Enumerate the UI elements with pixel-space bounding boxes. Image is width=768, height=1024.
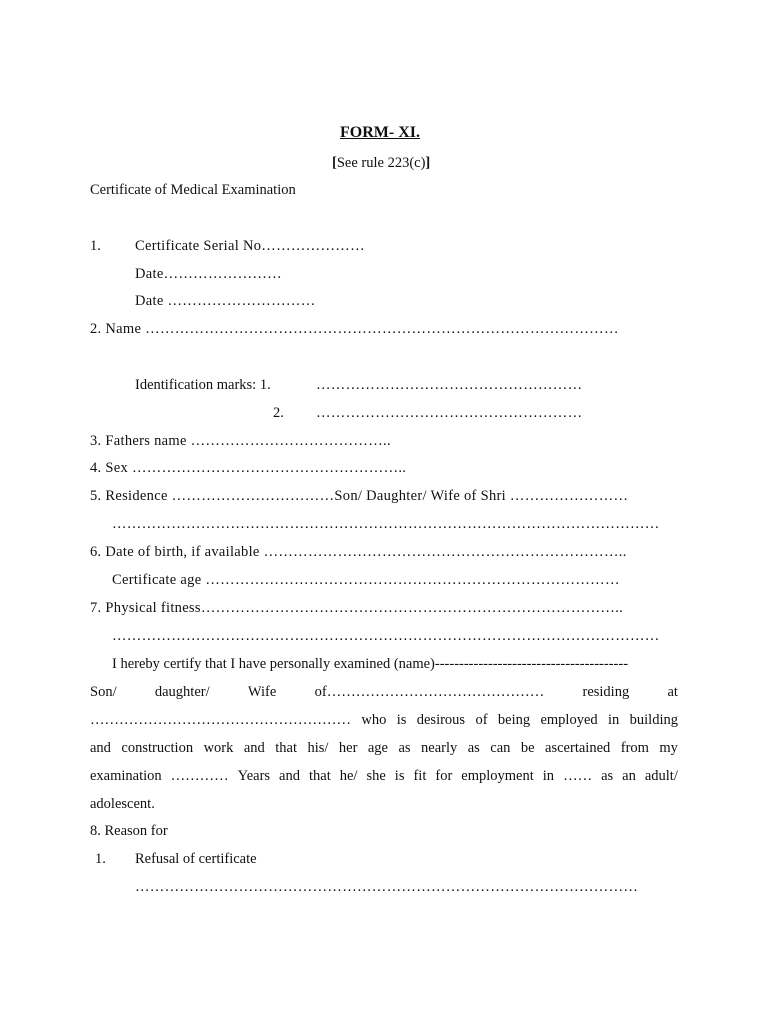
reason-for-label: 8. Reason for bbox=[90, 823, 168, 839]
certify-word: fit bbox=[413, 768, 427, 784]
certificate-serial-field[interactable]: Certificate Serial No………………… bbox=[135, 238, 365, 254]
certify-word: residing bbox=[582, 684, 630, 700]
certify-word: her bbox=[338, 740, 358, 756]
certify-word: employment bbox=[461, 768, 534, 784]
physical-fitness-continuation-field[interactable]: ………………………………………………………………………………………………… bbox=[112, 628, 660, 644]
certify-word: as bbox=[601, 768, 614, 784]
certify-word: that bbox=[308, 768, 331, 784]
refusal-reason-field[interactable]: ………………………………………………………………………………………… bbox=[135, 879, 639, 895]
certify-word: is bbox=[394, 768, 405, 784]
certify-word: from bbox=[620, 740, 649, 756]
rule-bracket-close: ] bbox=[425, 155, 431, 171]
certify-word: and bbox=[90, 740, 111, 756]
refusal-number: 1. bbox=[95, 851, 106, 867]
certify-word: in bbox=[542, 768, 555, 784]
form-heading: Certificate of Medical Examination bbox=[90, 182, 296, 198]
date-field-2[interactable]: Date ………………………… bbox=[135, 293, 316, 309]
certify-word: ascertained bbox=[545, 740, 611, 756]
fathers-name-field[interactable]: 3. Fathers name ………………………………….. bbox=[90, 433, 391, 449]
date-field-1[interactable]: Date…………………… bbox=[135, 266, 282, 282]
certify-line-6: adolescent. bbox=[90, 796, 155, 812]
identification-mark-2-number: 2. bbox=[273, 405, 284, 421]
certify-word: age bbox=[367, 740, 388, 756]
certify-word: ………… bbox=[170, 768, 229, 784]
certify-word: ……………………………………………… bbox=[90, 712, 351, 728]
rule-reference bbox=[332, 154, 430, 172]
certify-word: can bbox=[490, 740, 511, 756]
certify-word: she bbox=[366, 768, 386, 784]
certify-word: daughter/ bbox=[154, 684, 210, 700]
certify-word: examination bbox=[90, 768, 162, 784]
certify-word: of……………………………………… bbox=[314, 684, 545, 700]
certify-word: desirous bbox=[416, 712, 466, 728]
certify-line-3 bbox=[90, 711, 678, 729]
form-title: FORM- XI. bbox=[340, 124, 420, 141]
certify-word: his/ bbox=[307, 740, 329, 756]
certify-word: being bbox=[497, 712, 531, 728]
certify-word: adult/ bbox=[644, 768, 678, 784]
certify-word: work bbox=[203, 740, 234, 756]
date-of-birth-field[interactable]: 6. Date of birth, if available ……………………………………………………………….. bbox=[90, 544, 627, 560]
certify-word: for bbox=[435, 768, 453, 784]
certify-word: as bbox=[398, 740, 411, 756]
certify-line-5 bbox=[90, 767, 678, 785]
name-field[interactable]: 2. Name …………………………………………………………………………………… bbox=[90, 321, 619, 337]
rule-bracket-open: [ bbox=[332, 155, 337, 171]
certify-word: and bbox=[243, 740, 265, 756]
refusal-label: Refusal of certificate bbox=[135, 851, 257, 867]
certify-word: he/ bbox=[339, 768, 358, 784]
certify-word: Son/ bbox=[90, 684, 117, 700]
residence-continuation-field[interactable]: ………………………………………………………………………………………………… bbox=[112, 516, 660, 532]
certify-word: an bbox=[622, 768, 636, 784]
certify-line-1: I hereby certify that I have personally examined (name)---------------------------------------- bbox=[112, 656, 629, 672]
certify-word: employed bbox=[540, 712, 598, 728]
certify-word: building bbox=[629, 712, 678, 728]
certify-word: my bbox=[659, 740, 678, 756]
certify-word: be bbox=[520, 740, 535, 756]
certify-word: of bbox=[475, 712, 488, 728]
certify-word: who bbox=[361, 712, 387, 728]
certify-word: as bbox=[467, 740, 480, 756]
certify-word: and bbox=[279, 768, 300, 784]
certify-word: Years bbox=[237, 768, 271, 784]
certify-word: in bbox=[608, 712, 620, 728]
sex-field[interactable]: 4. Sex ……………………………………………….. bbox=[90, 460, 407, 476]
identification-mark-1-field[interactable]: ……………………………………………… bbox=[316, 377, 583, 393]
identification-mark-2-field[interactable]: ……………………………………………… bbox=[316, 405, 583, 421]
certificate-age-field[interactable]: Certificate age ………………………………………………………………………… bbox=[112, 572, 620, 588]
certify-line-2 bbox=[90, 683, 678, 701]
certify-word: that bbox=[275, 740, 297, 756]
residence-field[interactable]: 5. Residence ……………………………Son/ Daughter/ Wife of Shri …………………… bbox=[90, 488, 629, 504]
certify-word: …… bbox=[563, 768, 593, 784]
certify-word: construction bbox=[121, 740, 194, 756]
item1-number: 1. bbox=[90, 238, 101, 254]
certify-word: is bbox=[396, 712, 407, 728]
physical-fitness-field[interactable]: 7. Physical fitness………………………………………………………………………….. bbox=[90, 600, 624, 616]
identification-marks-label: Identification marks: 1. bbox=[135, 377, 271, 393]
certify-line-4 bbox=[90, 739, 678, 757]
certify-word: at bbox=[667, 684, 678, 700]
rule-text: See rule 223(c) bbox=[336, 155, 426, 171]
certify-word: nearly bbox=[421, 740, 458, 756]
certify-word: Wife bbox=[247, 684, 277, 700]
